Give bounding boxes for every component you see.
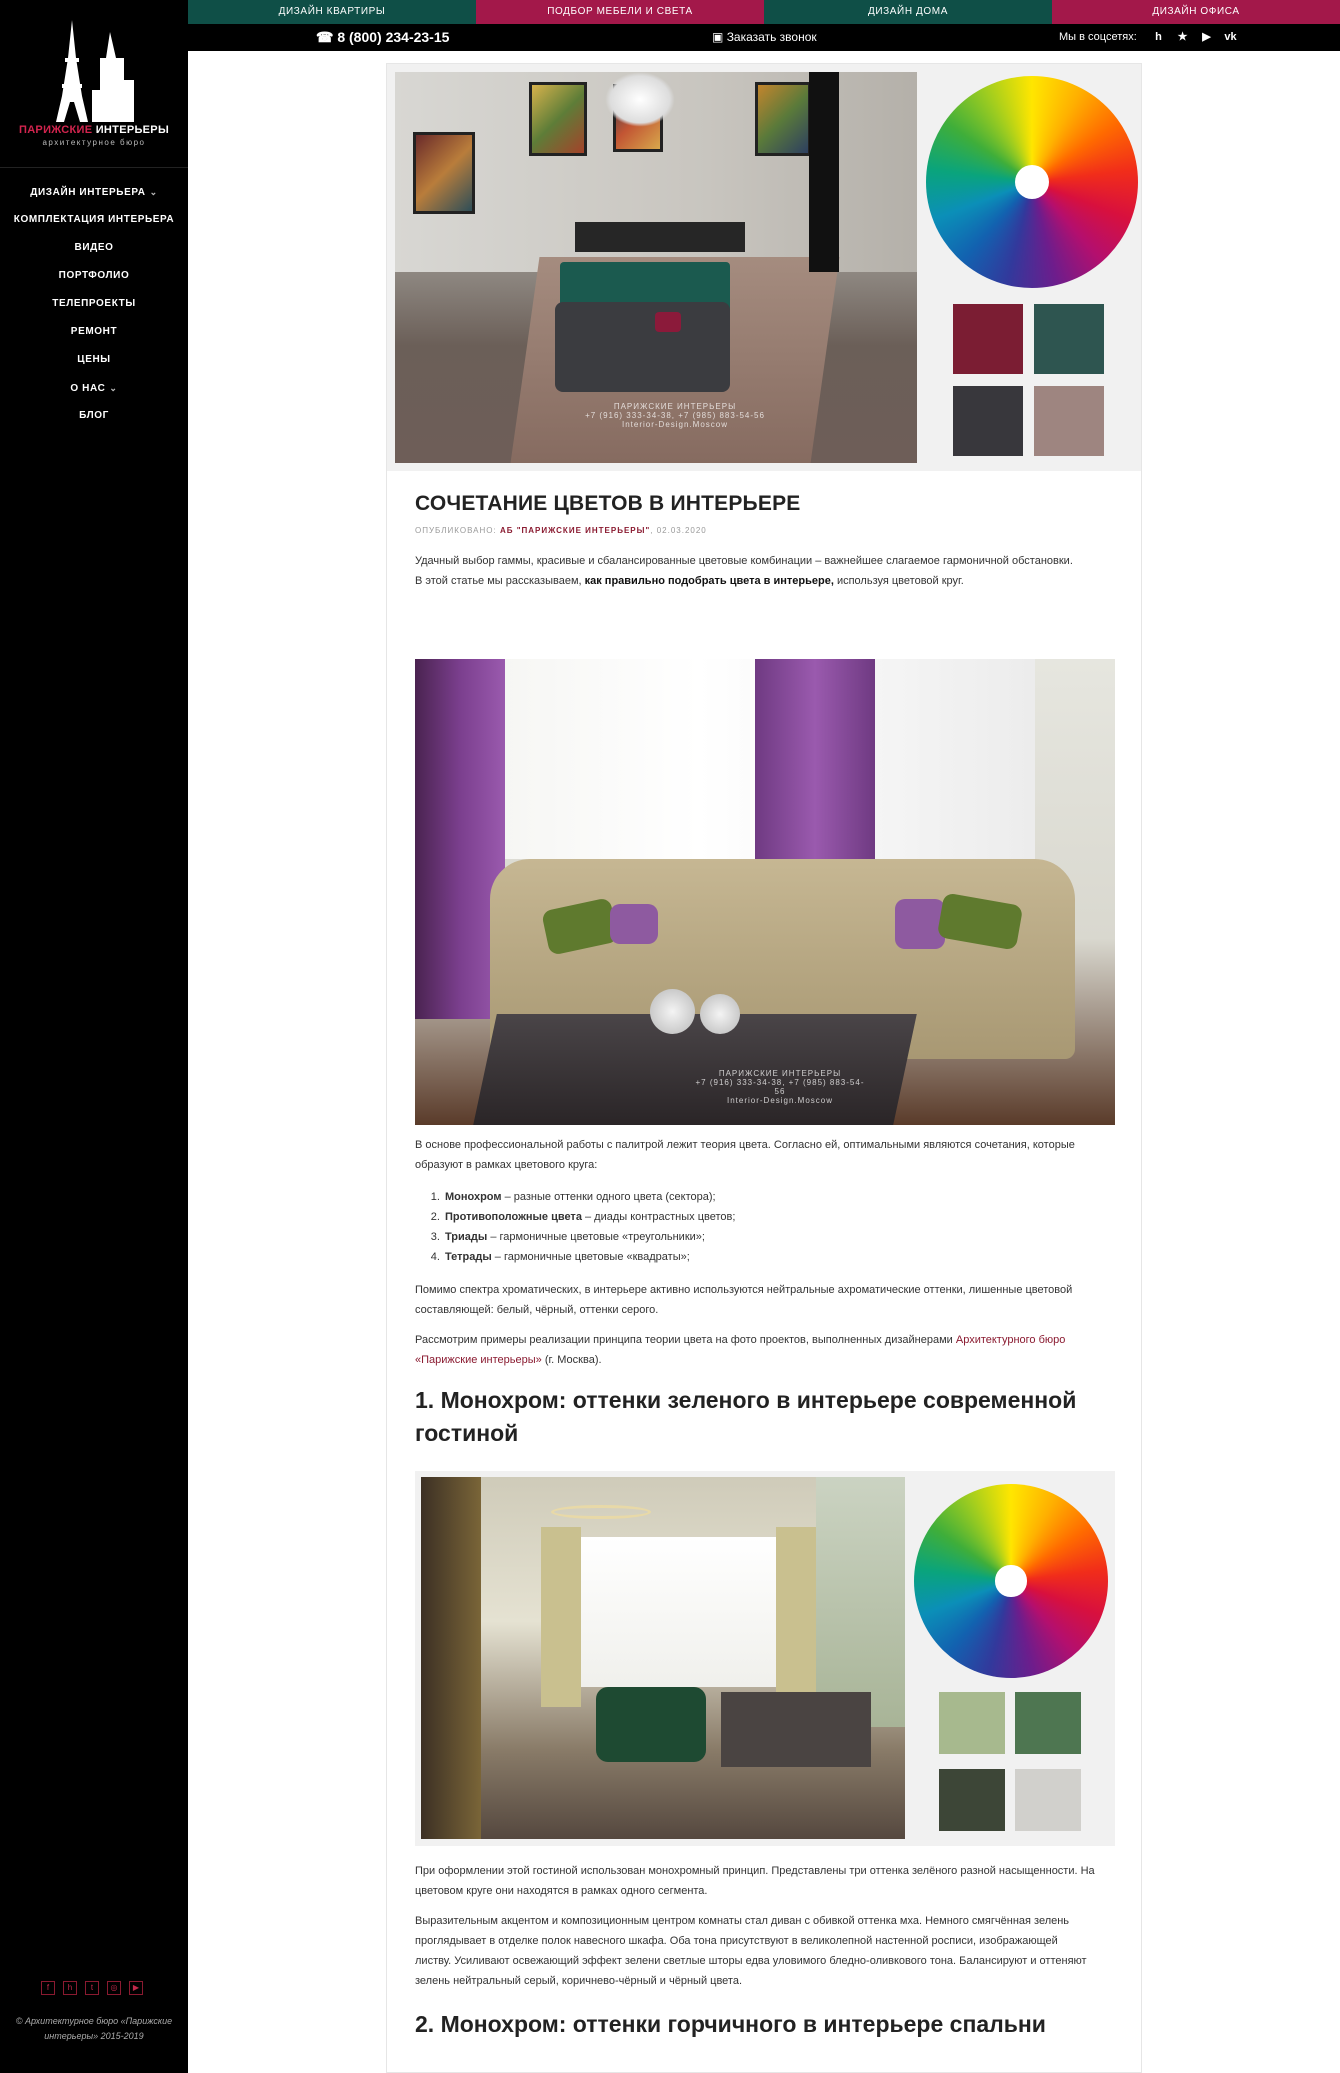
chevron-down-icon: ⌄ (149, 187, 158, 197)
monochrome-paragraph-2: Выразительным акцентом и композиционным центром комнаты стал диван с обивкой оттенка мха. Немного смягчённая зелень проглядывает в отделке полок навесного шкафа. Оба тона присутствуют в великолепной настенной росписи, изображающей листву. Усиливают освежающий эффект зелени светлые шторы едва уловимого бледно-оливкового тона. Балансируют и оттеняют зелень нейтральный серый, коричнево-чёрный и чёрный цвета. (415, 1915, 1087, 1987)
sofa-watermark: ПАРИЖСКИЕ ИНТЕРЬЕРЫ +7 (916) 333-34-38, +7 (985) 883-54-56 Interior-Design.Moscow (695, 1069, 865, 1105)
swatch-mauve (1034, 386, 1104, 456)
sofa-photo (415, 659, 1115, 1125)
swatch-light-green (939, 1692, 1005, 1754)
info-bar (188, 24, 1340, 51)
social-label: Мы в соцсетях: (1059, 31, 1137, 43)
swatch-charcoal (953, 386, 1023, 456)
callback-icon: ▣ (712, 30, 724, 44)
houzz-icon[interactable]: h (63, 1981, 77, 1995)
list-item: 3. Триады – гармоничные цветовые «треугольники»; (443, 1227, 735, 1247)
star-icon[interactable]: ★ (1177, 31, 1188, 43)
eiffel-tower-logo-icon (50, 18, 138, 122)
sidebar-item-prices[interactable]: ЦЕНЫ (77, 354, 111, 365)
combinations-list (443, 1187, 735, 1267)
intro-paragraph: Удачный выбор гаммы, красивые и сбалансированные цветовые комбинации – важнейшее слагаемое гармоничной обстановки. В этой статье мы рассказываем, как правильно подобрать цвета в интерьере, используя цветовой круг. (415, 555, 1073, 587)
phone-icon: ☎ (316, 29, 334, 45)
swatch-light-gray (1015, 1769, 1081, 1831)
twitter-icon[interactable]: t (85, 1981, 99, 1995)
color-wheel-icon (926, 76, 1138, 288)
neutral-paragraph: Помимо спектра хроматических, в интерьере активно используются нейтральные ахроматические оттенки, лишенные цветовой составляющей: белый, чёрный, оттенки серого. (415, 1284, 1073, 1316)
instagram-icon[interactable]: ◎ (107, 1981, 121, 1995)
basis-paragraph: В основе профессиональной работы с палитрой лежит теория цвета. Согласно ей, оптимальными являются сочетания, которые образуют в рамках цветового круга: (415, 1139, 1075, 1171)
logo[interactable] (0, 0, 188, 168)
chevron-down-icon: ⌄ (109, 383, 118, 393)
color-wheel-icon (914, 1484, 1108, 1678)
sidebar-item-tv-projects[interactable]: ТЕЛЕПРОЕКТЫ (52, 298, 136, 309)
heading-monochrome-mustard: 2. Монохром: оттенки горчичного в интерьере спальни (415, 2011, 1046, 2037)
sidebar-item-interior-equipment[interactable]: КОМПЛЕКТАЦИЯ ИНТЕРЬЕРА (13, 214, 175, 225)
logo-name: ПАРИЖСКИЕ ИНТЕРЬЕРЫ (18, 124, 170, 136)
green-living-room-image (415, 1471, 1115, 1846)
sidebar-item-interior-design[interactable]: ДИЗАЙН ИНТЕРЬЕРА ⌄ (30, 187, 158, 198)
sidebar-item-video[interactable]: ВИДЕО (74, 242, 114, 253)
article-meta: ОПУБЛИКОВАНО: АБ "ПАРИЖСКИЕ ИНТЕРЬЕРЫ", 02.03.2020 (415, 526, 707, 535)
sidebar (0, 0, 188, 2073)
author-link[interactable]: АБ "ПАРИЖСКИЕ ИНТЕРЬЕРЫ" (499, 526, 651, 535)
sidebar-item-blog[interactable]: БЛОГ (79, 410, 109, 421)
youtube-icon[interactable]: ▶ (129, 1981, 143, 1995)
swatch-medium-green (1015, 1692, 1081, 1754)
list-item: 4. Тетрады – гармоничные цветовые «квадраты»; (443, 1247, 735, 1267)
topnav-apartment-design[interactable]: ДИЗАЙН КВАРТИРЫ (188, 0, 476, 24)
examples-paragraph: Рассмотрим примеры реализации принципа теории цвета на фото проектов, выполненных дизайнерами Архитектурного бюро «Парижские интерьеры» (г. Москва). (415, 1334, 1066, 1366)
header-social-links (1151, 30, 1238, 45)
topnav-furniture-lighting[interactable]: ПОДБОР МЕБЕЛИ И СВЕТА (476, 0, 764, 24)
sidebar-item-renovation[interactable]: РЕМОНТ (70, 326, 118, 337)
copyright: © Архитектурное бюро «Парижские интерьеры» 2015-2019 (15, 2016, 173, 2041)
bureau-link[interactable]: Архитектурного бюро «Парижские интерьеры» (415, 1334, 1066, 1366)
topnav-office-design[interactable]: ДИЗАЙН ОФИСА (1052, 0, 1340, 24)
sidebar-social-links (41, 1981, 143, 1995)
topnav-house-design[interactable]: ДИЗАЙН ДОМА (764, 0, 1052, 24)
swatch-burgundy (953, 304, 1023, 374)
list-item: 2. Противоположные цвета – диады контрастных цветов; (443, 1207, 735, 1227)
hero-image (387, 64, 1141, 471)
phone-link[interactable]: ☎ 8 (800) 234-23-15 (316, 29, 450, 45)
swatch-dark-green (1034, 304, 1104, 374)
facebook-icon[interactable]: f (41, 1981, 55, 1995)
callback-button[interactable]: ▣ Заказать звонок (712, 30, 817, 44)
article-container (386, 63, 1142, 2073)
monochrome-paragraph-1: При оформлении этой гостиной использован монохромный принцип. Представлены три оттенка зелёного разной насыщенности. На цветовом круге они находятся в рамках одного сегмента. (415, 1865, 1095, 1897)
sidebar-item-portfolio[interactable]: ПОРТФОЛИО (58, 270, 130, 281)
list-item: 1. Монохром – разные оттенки одного цвета (сектора); (443, 1187, 735, 1207)
hero-watermark: ПАРИЖСКИЕ ИНТЕРЬЕРЫ +7 (916) 333-34-38, +7 (985) 883-54-56 Interior-Design.Moscow (585, 402, 765, 429)
sidebar-item-about[interactable]: О НАС ⌄ (70, 383, 118, 394)
vk-icon[interactable]: vk (1224, 31, 1237, 43)
sidebar-nav (0, 168, 188, 430)
swatch-dark-olive (939, 1769, 1005, 1831)
green-living-room-photo (421, 1477, 905, 1839)
living-room-photo (395, 72, 917, 463)
top-nav (188, 0, 1340, 24)
houzz-icon[interactable]: h (1155, 31, 1162, 43)
youtube-icon[interactable]: ▶ (1202, 31, 1211, 43)
logo-subtitle: архитектурное бюро (42, 138, 146, 147)
article-title: СОЧЕТАНИЕ ЦВЕТОВ В ИНТЕРЬЕРЕ (415, 492, 801, 515)
heading-monochrome-green: 1. Монохром: оттенки зеленого в интерьере современной гостиной (415, 1387, 1077, 1446)
